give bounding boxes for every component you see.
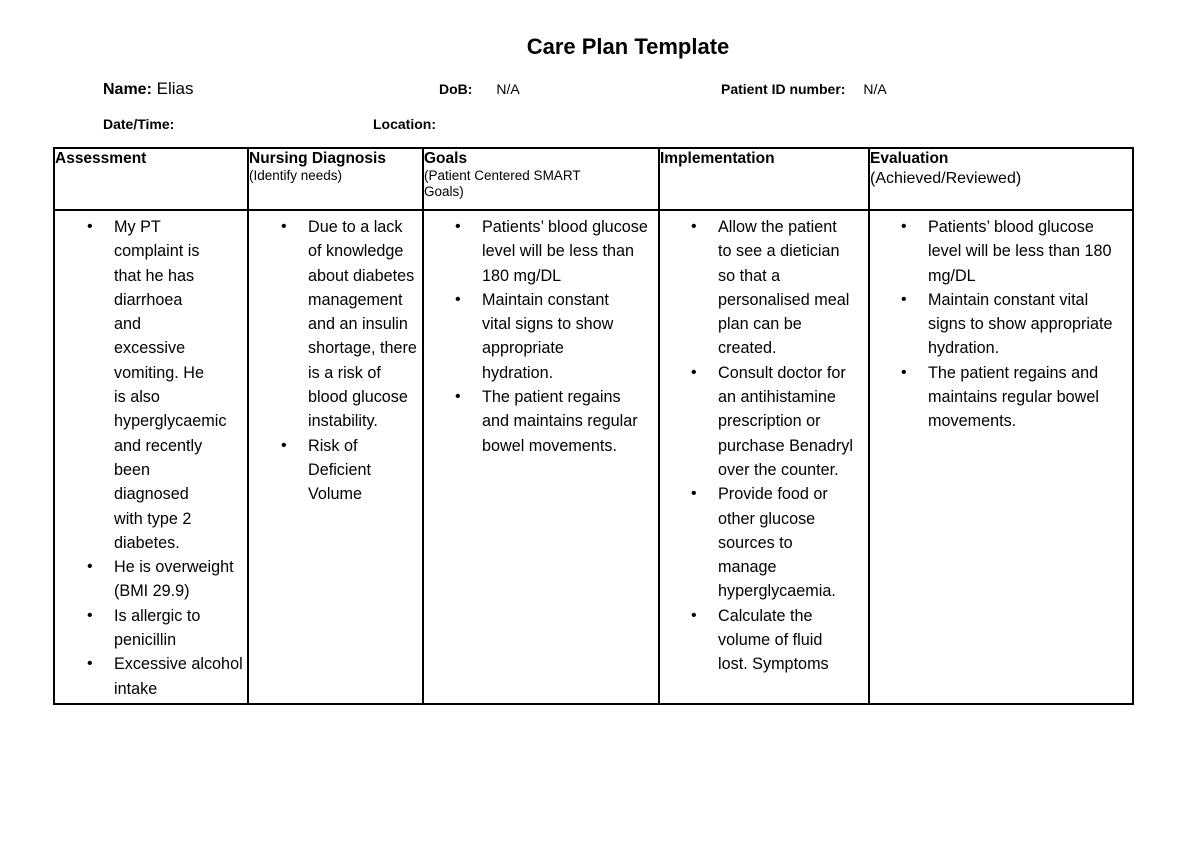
header-title: Goals (424, 150, 468, 167)
cell-implementation (659, 210, 869, 704)
list-item: • Maintain constant vital signs to show appropriate hydration. (928, 288, 1128, 361)
header-title: Implementation (660, 150, 775, 167)
cell-goals (423, 210, 659, 704)
patient-name-label: Name: (103, 81, 152, 98)
list-item: • Patients’ blood glucose level will be less than 180 mg/DL (928, 215, 1118, 288)
header-title: Nursing Diagnosis (249, 150, 386, 167)
header-assessment (54, 148, 248, 210)
list-item: • Calculate the volume of fluid lost. Symptoms (718, 604, 854, 677)
header-goals (423, 148, 659, 210)
dob-label: DoB: (439, 81, 473, 97)
assessment-list (114, 211, 243, 703)
table-body-row (54, 210, 1133, 704)
list-item: • He is overweight (BMI 29.9) (114, 555, 243, 604)
diagnosis-list (308, 211, 420, 509)
header-implementation (659, 148, 869, 210)
patient-name-value: Elias (156, 79, 194, 98)
list-item: • Due to a lack of knowledge about diabetes management and an insulin shortage, there is a risk of blood glucose instability. (308, 215, 420, 434)
care-plan-table (53, 147, 1134, 705)
list-item: • Excessive alcohol intake (114, 652, 243, 701)
header-evaluation (869, 148, 1133, 210)
cell-assessment (54, 210, 248, 704)
list-item: • Is allergic to penicillin (114, 604, 243, 653)
evaluation-list (928, 211, 1128, 436)
list-item: • Consult doctor for an antihistamine prescription or purchase Benadryl over the counter. (718, 361, 854, 482)
implementation-list (718, 211, 854, 679)
list-item: • Risk of Deficient Volume (308, 434, 390, 507)
cell-nursing-diagnosis (248, 210, 423, 704)
header-nursing-diagnosis (248, 148, 423, 210)
patient-name-field (103, 79, 194, 99)
patient-id-label: Patient ID number: (721, 81, 846, 97)
header-title: Assessment (55, 150, 147, 167)
cell-evaluation (869, 210, 1133, 704)
location-label: Location: (373, 116, 436, 132)
dob-field (439, 81, 520, 97)
list-item: • My PT complaint is that he has diarrhoea and excessive vomiting. He is also hyperglycaemic and recently been diagnosed with type 2 diabetes. (114, 215, 209, 555)
table-header-row (54, 148, 1133, 210)
list-item: • Provide food or other glucose sources to manage hyperglycaemia. (718, 482, 854, 603)
header-subtitle: (Achieved/Reviewed) (870, 170, 1022, 187)
list-item: • Patients’ blood glucose level will be less than 180 mg/DL (482, 215, 656, 288)
dob-value: N/A (496, 81, 520, 97)
location-field (373, 116, 436, 132)
patient-id-value: N/A (863, 81, 887, 97)
page-title: Care Plan Template (526, 34, 730, 59)
goals-list (482, 211, 656, 460)
list-item: • Maintain constant vital signs to show appropriate hydration. (482, 288, 636, 385)
list-item: • Allow the patient to see a dietician so that a personalised meal plan can be created. (718, 215, 854, 361)
list-item: • The patient regains and maintains regular bowel movements. (482, 385, 644, 458)
list-item: • The patient regains and maintains regular bowel movements. (928, 361, 1128, 434)
datetime-field (103, 116, 174, 132)
header-subtitle: (Identify needs) (249, 168, 343, 183)
datetime-label: Date/Time: (103, 116, 175, 132)
header-subtitle: (Patient Centered SMART Goals) (424, 168, 581, 199)
header-title: Evaluation (870, 150, 949, 167)
patient-id-field (721, 81, 887, 97)
